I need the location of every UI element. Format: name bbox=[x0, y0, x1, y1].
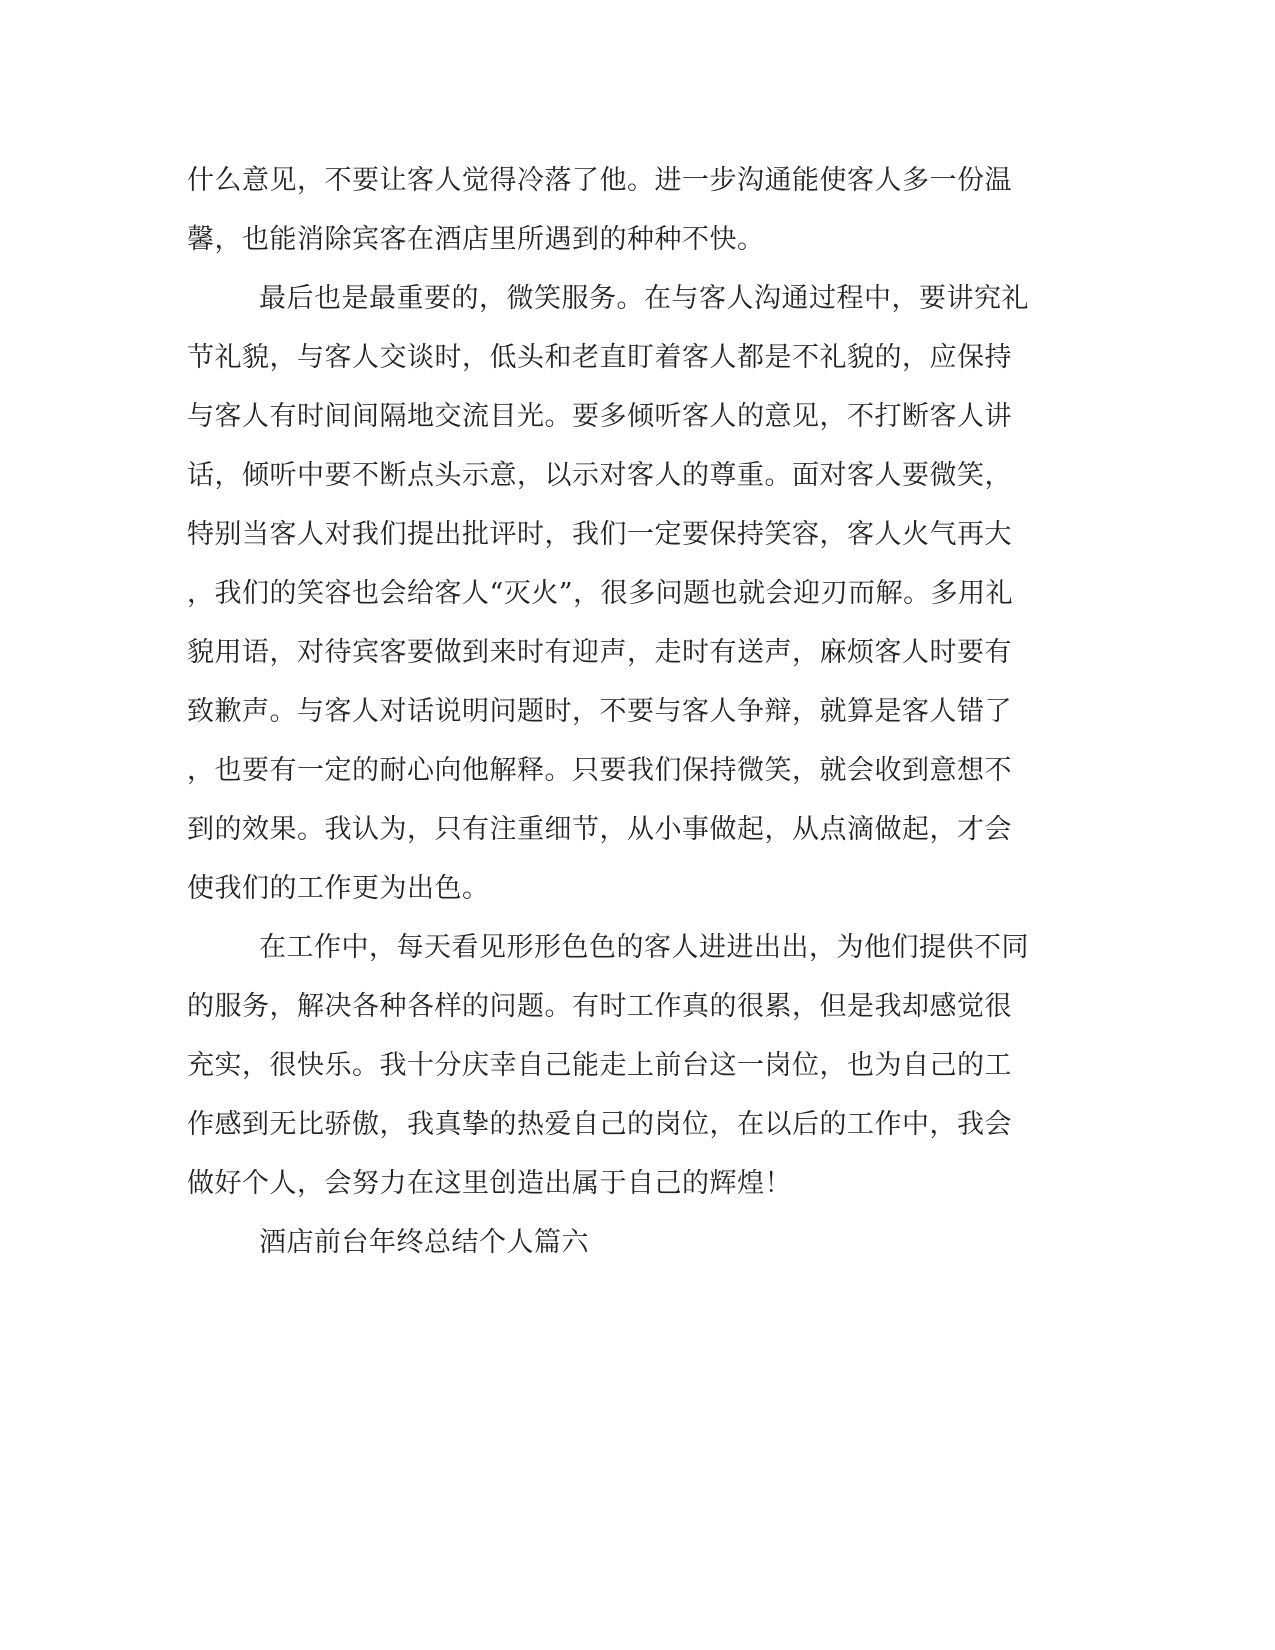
text-line: 使我们的工作更为出色。 bbox=[187, 873, 490, 904]
text-line: 与客人有时间间隔地交流目光。要多倾听客人的意见，不打断客人讲 bbox=[187, 401, 1012, 432]
text-line: 节礼貌，与客人交谈时，低头和老直盯着客人都是不礼貌的，应保持 bbox=[187, 342, 1012, 373]
text-line: 馨，也能消除宾客在酒店里所遇到的种种不快。 bbox=[187, 224, 765, 255]
text-line: 貌用语，对待宾客要做到来时有迎声，走时有送声，麻烦客人时要有 bbox=[187, 637, 1012, 668]
text-line: 做好个人，会努力在这里创造出属于自己的辉煌！ bbox=[187, 1168, 792, 1199]
text-line: 充实，很快乐。我十分庆幸自己能走上前台这一岗位，也为自己的工 bbox=[187, 1050, 1012, 1081]
text-line: 话，倾听中要不断点头示意，以示对客人的尊重。面对客人要微笑， bbox=[187, 460, 1012, 491]
text-line: 在工作中，每天看见形形色色的客人进进出出，为他们提供不同 bbox=[259, 932, 1029, 963]
text-line: 致歉声。与客人对话说明问题时，不要与客人争辩，就算是客人错了 bbox=[187, 696, 1012, 727]
text-line: 什么意见，不要让客人觉得冷落了他。进一步沟通能使客人多一份温 bbox=[187, 165, 1012, 196]
text-line: ，也要有一定的耐心向他解释。只要我们保持微笑，就会收到意想不 bbox=[187, 755, 1012, 786]
text-line: 特别当客人对我们提出批评时，我们一定要保持笑容，客人火气再大 bbox=[187, 519, 1012, 550]
text-line: 的服务，解决各种各样的问题。有时工作真的很累，但是我却感觉很 bbox=[187, 991, 1012, 1022]
text-line: 最后也是最重要的，微笑服务。在与客人沟通过程中，要讲究礼 bbox=[259, 283, 1029, 314]
text-line: ，我们的笑容也会给客人“灭火”，很多问题也就会迎刃而解。多用礼 bbox=[187, 578, 1014, 609]
section-heading: 酒店前台年终总结个人篇六 bbox=[259, 1227, 589, 1258]
text-line: 到的效果。我认为，只有注重细节，从小事做起，从点滴做起，才会 bbox=[187, 814, 1012, 845]
text-line: 作感到无比骄傲，我真挚的热爱自己的岗位，在以后的工作中，我会 bbox=[187, 1109, 1012, 1140]
